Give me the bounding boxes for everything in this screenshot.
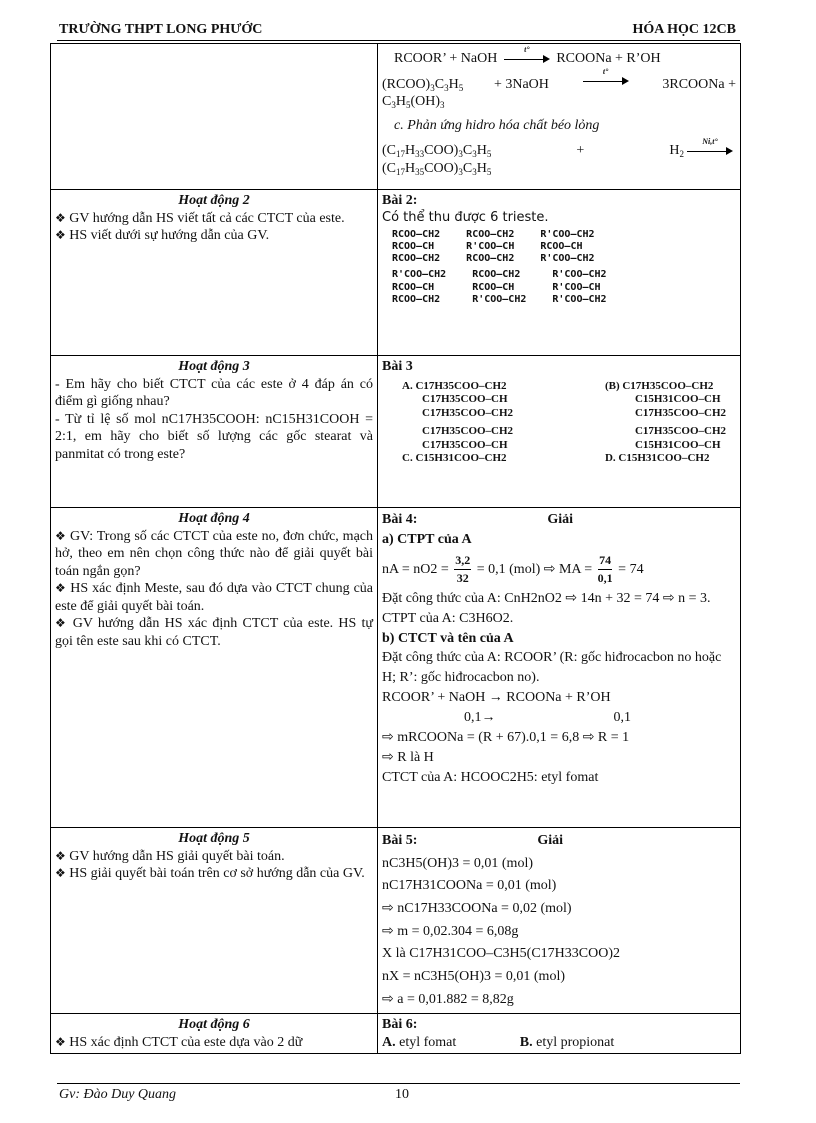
hydrogenation-product: $(C_{17}H_{35}COO)_3C_3H_5$: [382, 160, 492, 177]
part-b-title: b) CTCT và tên của A: [382, 630, 514, 646]
left-cell: [51, 828, 378, 1014]
right-cell: [378, 44, 741, 190]
solution-line: ⇨ a = 0,01.882 = 8,82g: [382, 991, 514, 1007]
option-a-text: etyl fomat: [399, 1034, 457, 1050]
table-row: [51, 1014, 741, 1054]
table-row: [51, 190, 741, 356]
activity-item: ❖ HS xác định CTCT của este dựa vào 2 dữ: [55, 1034, 303, 1050]
bullet-icon: ❖: [55, 848, 66, 863]
option-c: C17H35COO–CH2 C17H35COO–CH C. C15H31COO–CH2: [402, 424, 514, 465]
page-number: 10: [395, 1087, 409, 1102]
triester-structure: R'COO–CH2 RCOO–CH R'COO–CH2: [540, 228, 595, 265]
activity-title: Hoạt động 3: [178, 359, 250, 374]
mole-ratio: 0,1→ 0,1: [464, 710, 631, 726]
page-footer: [57, 1083, 740, 1102]
question-2: - Từ tỉ lệ số mol nC17H35COOH: nC15H31COOH = 2:1, em hãy cho biết số lượng các gốc stearat và panmitat có trong este?: [55, 411, 373, 462]
question-1: - Em hãy cho biết CTCT của các este ở 4 đáp án có điểm gì giống nhau?: [55, 376, 373, 409]
activity-item: ❖ HS xác định Meste, sau đó dựa vào CTCT chung của este để giải quyết bài toán.: [55, 581, 373, 614]
bullet-icon: ❖: [55, 228, 66, 242]
table-row: [51, 44, 741, 190]
triester-structure: RCOO–CH2 RCOO–CH RCOO–CH2: [392, 228, 441, 265]
left-cell: [51, 190, 378, 356]
exercise-header: Bài 4: Giải: [382, 512, 574, 527]
moles-calculation: nA = nO2 = $\frac{3,2}{32}$ = 0,1 (mol) ⇨ MA = $\frac{74}{0,1}$ = 74: [382, 552, 644, 585]
solution-line: ⇨ m = 0,02.304 = 6,08g: [382, 923, 519, 939]
bullet-icon: ❖: [55, 210, 66, 225]
reaction-equation: RCOOR’ + NaOH → RCOONa + R’OH: [382, 690, 611, 706]
bullet-icon: ❖: [55, 1034, 66, 1049]
triester-grid-bottom: [392, 269, 736, 306]
formula-setup: Đặt công thức của A: CnH2nO2 ⇨ 14n + 32 = 74 ⇨ n = 3.: [382, 590, 711, 606]
triester-structure: RCOO–CH2 RCOO–CH R'COO–CH2: [472, 269, 527, 305]
triester-structure: RCOO–CH2 R'COO–CH RCOO–CH2: [466, 228, 515, 265]
table-row: [51, 828, 741, 1014]
activity-item: ❖ GV hướng dẫn HS giải quyết bài toán.: [55, 848, 285, 864]
glycerol-product: $C_3H_5(OH)_3$: [382, 94, 445, 110]
bullet-icon: ❖: [55, 528, 67, 543]
table-row: [51, 508, 741, 828]
exercise-header: Bài 5: Giải: [382, 833, 564, 848]
section-c-title: c. Phản ứng hidro hóa chất béo lỏng: [394, 117, 600, 133]
lesson-table: [50, 43, 741, 1054]
solution-line: X là C17H31COO–C3H5(C17H33COO)2: [382, 946, 620, 962]
part-a-title: a) CTPT của A: [382, 531, 472, 547]
activity-item: ❖ HS giải quyết bài toán trên cơ sở hướng dẫn của GV.: [55, 866, 365, 881]
structure-result: CTCT của A: HCOOC2H5: etyl fomat: [382, 769, 599, 785]
table-row: [51, 356, 741, 508]
activity-item: ❖ GV hướng dẫn HS xác định CTCT của este. HS tự gọi tên este sau khi có CTCT.: [55, 616, 374, 649]
triester-structure: R'COO–CH2 RCOO–CH RCOO–CH2: [392, 269, 447, 305]
school-name: TRƯỜNG THPT LONG PHƯỚC: [59, 22, 263, 37]
triester-grid-top: [392, 229, 736, 266]
exercise-title: Bài 2:: [382, 193, 418, 208]
right-cell: [378, 508, 741, 828]
right-cell: [378, 1014, 741, 1054]
equation-1: RCOOR’ + NaOH t° RCOONa + R’OH: [394, 44, 661, 66]
answer-options: A. etyl fomat B. etyl propionat: [382, 1034, 615, 1050]
right-cell: [378, 356, 741, 508]
subject-title: HÓA HỌC 12CB: [632, 22, 736, 37]
option-d: C17H35COO–CH2 C15H31COO–CH D. C15H31COO–CH2: [604, 424, 726, 465]
bullet-icon: ❖: [55, 581, 67, 595]
left-cell: [51, 356, 378, 508]
options-top: [402, 380, 726, 421]
equation-3: $(C_{17}H_{33}COO)_3C_3H_5$ + $H_2$ Ni,t°: [382, 142, 736, 160]
solution-line: nX = nC3H5(OH)3 = 0,01 (mol): [382, 969, 565, 985]
mass-calculation: ⇨ mRCOONa = (R + 67).0,1 = 6,8 ⇨ R = 1: [382, 729, 630, 745]
right-cell: [378, 190, 741, 356]
teacher-name: Gv: Đào Duy Quang: [59, 1087, 177, 1102]
bullet-icon: ❖: [55, 866, 66, 880]
option-b-text: etyl propionat: [536, 1034, 615, 1050]
solution-line: nC17H31COONa = 0,01 (mol): [382, 878, 557, 894]
bullet-icon: ❖: [55, 616, 68, 630]
solution-line: ⇨ nC17H33COONa = 0,02 (mol): [382, 901, 572, 917]
activity-title: Hoạt động 5: [178, 831, 250, 846]
activity-title: Hoạt động 6: [178, 1017, 250, 1033]
equation-2: $(RCOO)_3C_3H_5$ + 3NaOH t° 3RCOONa +: [382, 66, 736, 93]
options-bottom: [402, 425, 726, 466]
exercise-title: Bài 3: [382, 359, 413, 374]
left-cell: [51, 508, 378, 828]
exercise-text: Có thể thu được 6 trieste.: [382, 209, 549, 225]
activity-title: Hoạt động 2: [178, 193, 250, 208]
exercise-title: Bài 6:: [382, 1017, 418, 1033]
option-a: A. C17H35COO–CH2 C17H35COO–CH C17H35COO–CH2: [402, 379, 514, 419]
molecular-formula: CTPT của A: C3H6O2.: [382, 610, 514, 626]
activity-item: ❖ GV: Trong số các CTCT của este no, đơn chức, mạch hở, theo em nên chọn công thức nào để giải quyết bài toán ngắn gọn?: [55, 528, 373, 579]
left-cell: [51, 1014, 378, 1054]
left-cell: [51, 44, 378, 190]
activity-item: ❖ HS viết dưới sự hướng dẫn của GV.: [55, 228, 270, 243]
r-identity: ⇨ R là H: [382, 749, 434, 765]
structure-setup: Đặt công thức của A: RCOOR’ (R: gốc hiđrocacbon no hoặc H; R’: gốc hiđrocacbon no).: [382, 650, 722, 686]
triester-structure: R'COO–CH2 R'COO–CH R'COO–CH2: [552, 269, 607, 305]
page-header: [57, 20, 740, 41]
solution-line: nC3H5(OH)3 = 0,01 (mol): [382, 855, 533, 871]
activity-item: ❖ GV hướng dẫn HS viết tất cả các CTCT của este.: [55, 210, 345, 226]
activity-title: Hoạt động 4: [178, 511, 250, 526]
right-cell: [378, 828, 741, 1014]
option-b: (B) C17H35COO–CH2 C15H31COO–CH C17H35COO–CH2: [604, 379, 726, 419]
